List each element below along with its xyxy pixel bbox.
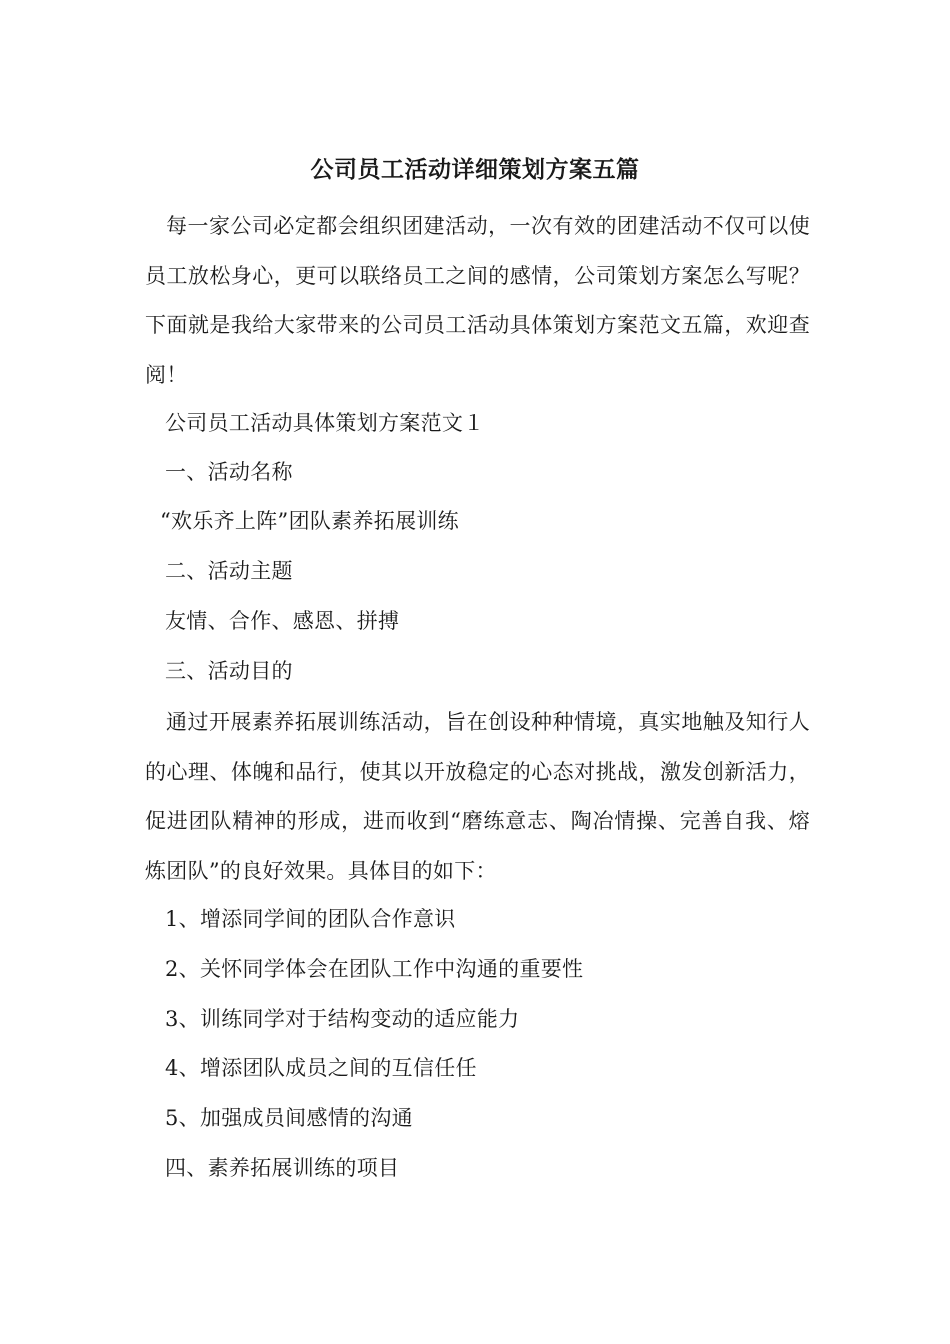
- item2-heading: 二、活动主题: [165, 559, 293, 583]
- item2-content: 友情、合作、感恩、拼搏: [165, 609, 400, 633]
- item4-heading: 四、素养拓展训练的项目: [165, 1156, 400, 1180]
- section-heading: 公司员工活动具体策划方案范文１: [165, 411, 485, 435]
- intro-paragraph: 每一家公司必定都会组织团建活动，一次有效的团建活动不仅可以使员工放松身心，更可以联络员工之间的感情，公司策划方案怎么写呢？下面就是我给大家带来的公司员工活动具体策划方案范文五篇，欢迎查阅！: [145, 214, 810, 387]
- goal-item: 2、关怀同学体会在团队工作中沟通的重要性: [165, 957, 584, 981]
- goal-item: 4、增添团队成员之间的互信任任: [165, 1056, 477, 1080]
- item1-content: “欢乐齐上阵”团队素养拓展训练: [160, 509, 459, 533]
- goal-item: 5、加强成员间感情的沟通: [165, 1106, 413, 1130]
- item3-paragraph: 通过开展素养拓展训练活动，旨在创设种种情境，真实地触及知行人的心理、体魄和品行，使其以开放稳定的心态对挑战，激发创新活力，促进团队精神的形成，进而收到“磨练意志、陶冶情操、完善自我、熔炼团队”的良好效果。具体目的如下：: [145, 710, 810, 883]
- item1-heading: 一、活动名称: [165, 460, 293, 484]
- document-title: 公司员工活动详细策划方案五篇: [310, 156, 640, 183]
- item3-heading: 三、活动目的: [165, 659, 293, 683]
- goal-item: 3、训练同学对于结构变动的适应能力: [165, 1007, 520, 1031]
- goal-item: 1、增添同学间的团队合作意识: [165, 907, 456, 931]
